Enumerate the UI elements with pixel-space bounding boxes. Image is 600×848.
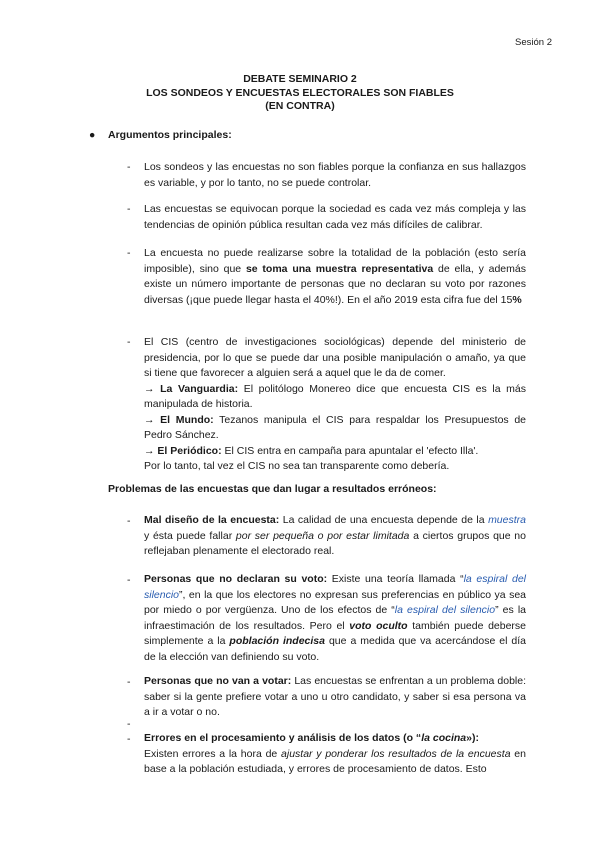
el-periodico-text: El CIS entra en campaña para apuntalar el 'efecto Illa'. [221, 444, 479, 457]
argument-4-conclusion: Por lo tanto, tal vez el CIS no sea tan transparente como debería. [144, 460, 450, 472]
problem-4-cocina: la cocina [421, 732, 467, 744]
problem-1 [144, 513, 526, 560]
argument-3-text-2: de ella, y además existe un número importante de personas que no declaran su voto por razones diversas (¡que puede llegar hasta el 40%!). En el año 2019 esta cifra fue del 15 [144, 262, 526, 306]
dash-marker: - [127, 515, 131, 527]
vanguardia-label: → La Vanguardia: [144, 382, 239, 395]
dash-marker: - [127, 574, 131, 586]
dash-marker: - [127, 676, 131, 688]
main-heading: Argumentos principales: [108, 129, 232, 141]
problem-2-text-2: ”, en la que los electores no expresan sus preferencias en público ya sea por miedo o por vergüenza. Uno de los efectos de “ [144, 588, 526, 616]
problem-1-text-3: a ciertos grupos que no reflejaban plenamente el electorado real. [144, 529, 526, 557]
argument-1: Los sondeos y las encuestas no son fiables porque la confianza en sus hallazgos es variable, y por lo tanto, no se puede controlar. [144, 161, 526, 189]
dash-marker: - [127, 336, 131, 348]
espiral-silencio-link[interactable]: la espiral del silencio [144, 573, 526, 601]
bullet-dot: ● [89, 129, 96, 141]
problem-4-label-close: »): [466, 732, 479, 744]
argument-3-bold: se toma una muestra representativa [245, 262, 434, 275]
dash-marker: - [127, 718, 131, 730]
document-title [0, 73, 600, 114]
dash-marker: - [127, 733, 131, 745]
voto-oculto: voto oculto [349, 619, 408, 632]
problem-2-text-5: que a medida que va acercándose el día de la elección van definiendo su voto. [144, 635, 526, 663]
problem-2-text-3: ” es la infraestimación de los resultados. Pero el [144, 604, 526, 632]
problems-heading: Problemas de las encuestas que dan lugar a resultados erróneos: [108, 483, 437, 495]
problem-2-label: Personas que no declaran su voto: [144, 573, 328, 585]
muestra-link[interactable]: muestra [488, 514, 526, 526]
problem-3-label: Personas que no van a votar: [144, 675, 292, 687]
espiral-silencio-link-2[interactable]: la espiral del silencio [394, 604, 496, 616]
problem-1-text: La calidad de una encuesta depende de la [279, 514, 489, 526]
el-periodico-label: → El Periódico: [144, 444, 222, 457]
problem-4-text: Existen errores a la hora de [144, 747, 282, 760]
argument-3 [144, 246, 526, 308]
problem-4 [144, 731, 526, 778]
argument-4-text: El CIS (centro de investigaciones sociológicas) depende del ministerio de presidencia, por lo que se puede dar una posible manipulación o amaño, ya que si tiene que favorecer a alguien será a aquel que le da de comer. [144, 336, 526, 379]
argument-3-text: La encuesta no puede realizarse sobre la totalidad de la población (esto sería imposible), sino que [144, 247, 526, 275]
problem-2 [144, 572, 526, 665]
problem-1-text-2: y ésta puede fallar [144, 529, 236, 542]
session-label: Sesión 2 [515, 37, 552, 48]
problem-1-italic: por ser pequeña o por estar limitada [235, 529, 410, 542]
problem-2-text-4: también puede deberse simplemente a la [144, 619, 527, 647]
dash-marker: - [127, 203, 131, 215]
title-line-2: LOS SONDEOS Y ENCUESTAS ELECTORALES SON FIABLES [146, 86, 454, 99]
title-line-3: (EN CONTRA) [265, 100, 335, 112]
dash-marker: - [127, 247, 131, 259]
problem-3-text: Las encuestas se enfrentan a un problema doble: saber si la gente prefiere votar a uno u otro candidato, y saber si esa persona va a ir a votar o no. [144, 675, 526, 718]
dash-marker: - [127, 161, 131, 173]
argument-4 [144, 335, 526, 475]
argument-3-percent: % [512, 293, 522, 306]
argument-2: Las encuestas se equivocan porque la sociedad es cada vez más compleja y las tendencias de opinión pública resultan cada vez más difíciles de calibrar. [144, 203, 526, 231]
problem-1-label: Mal diseño de la encuesta: [144, 514, 280, 526]
el-mundo-text: Tezanos manipula el CIS para respaldar los Presupuestos de Pedro Sánchez. [144, 413, 527, 441]
problem-4-label: Errores en el procesamiento y análisis de los datos (o “ [144, 732, 422, 744]
problem-2-text: Existe una teoría llamada “ [327, 573, 464, 585]
problem-4-italic: ajustar y ponderar los resultados de la encuesta [281, 747, 511, 760]
problem-4-text-2: en base a la población estudiada, y errores de procesamiento de datos. Esto [144, 747, 526, 775]
el-mundo-label: → El Mundo: [144, 413, 214, 426]
poblacion-indecisa: población indecisa [229, 635, 325, 647]
vanguardia-text: El politólogo Monereo dice que encuesta CIS es la más manipulada de historia. [144, 382, 526, 410]
title-line-1: DEBATE SEMINARIO 2 [243, 73, 357, 85]
problem-3 [144, 674, 526, 721]
